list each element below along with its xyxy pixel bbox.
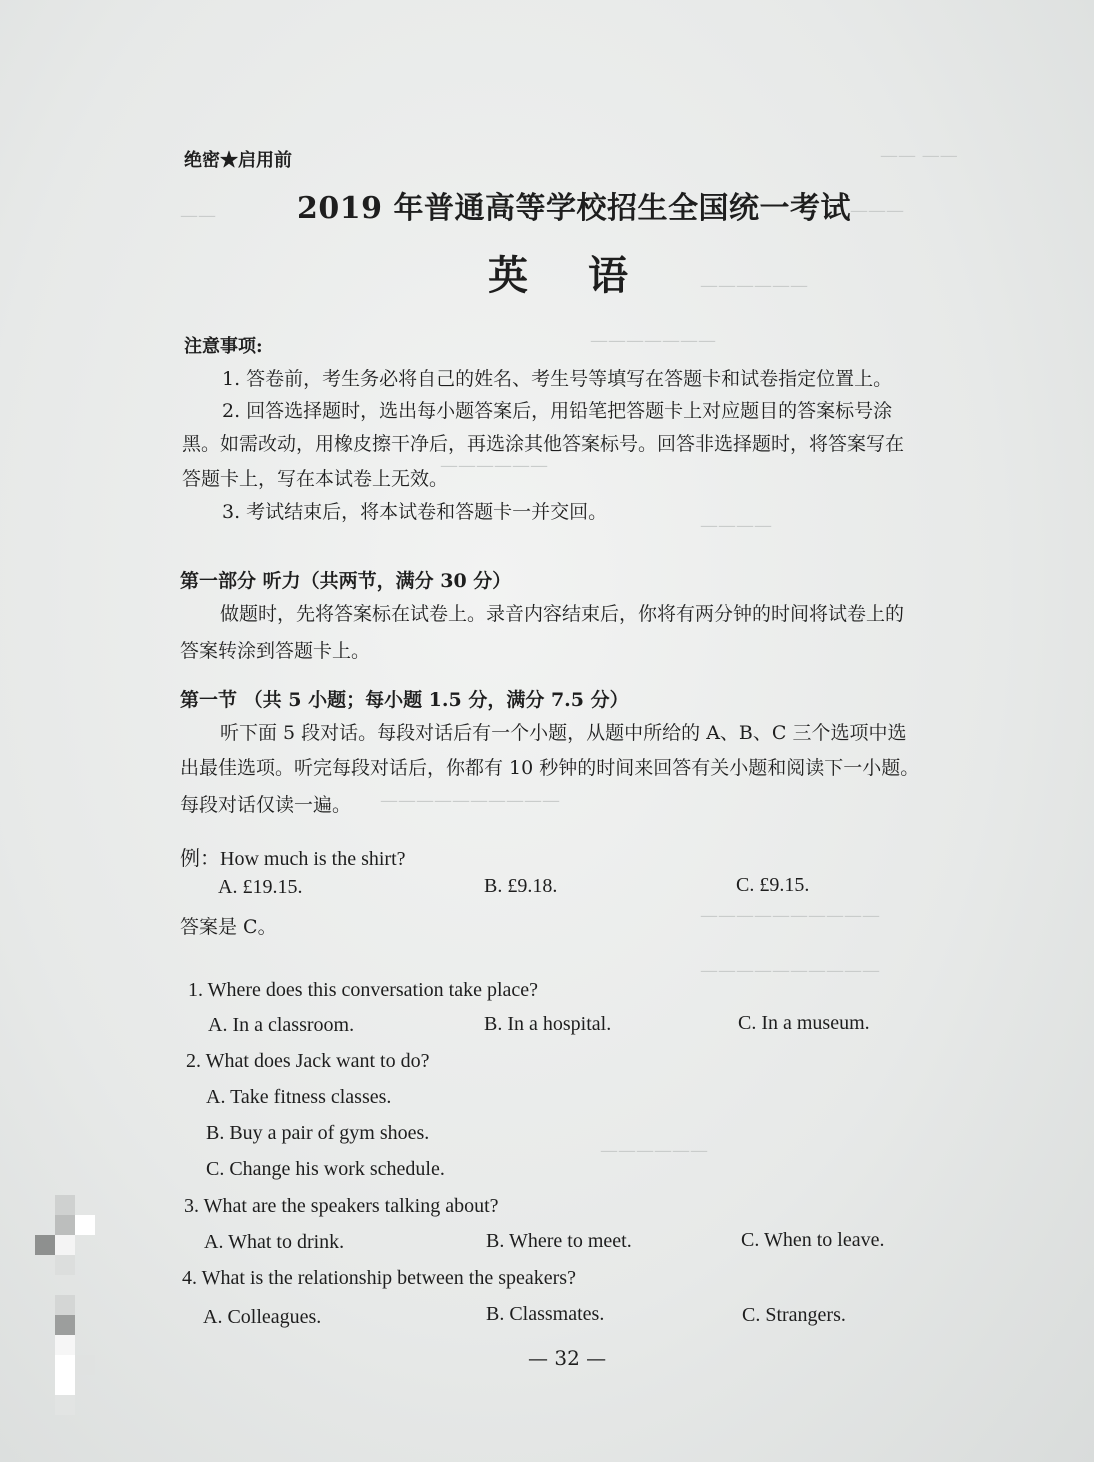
example-option-a: A. £19.15. [218, 876, 303, 898]
question-1-option-a: A. In a classroom. [208, 1014, 355, 1036]
part1-heading: 第一部分 听力（共两节，满分 30 分） [180, 570, 512, 592]
question-4-option-c: C. Strangers. [742, 1304, 846, 1326]
part1-instructions-cont: 答案转涂到答题卡上。 [180, 640, 371, 662]
question-1: 1. Where does this conversation take place? [188, 979, 539, 1001]
question-4-option-b: B. Classmates. [486, 1303, 605, 1325]
subject-title: 英语 [488, 252, 688, 299]
bleed-through-mark: —————— [700, 275, 808, 296]
question-4-option-a: A. Colleagues. [203, 1306, 322, 1328]
section1-instructions: 听下面 5 段对话。每段对话后有一个小题，从题中所给的 A、B、C 三个选项中选 [220, 722, 907, 744]
page-number: — 32 — [528, 1346, 607, 1370]
question-3: 3. What are the speakers talking about? [184, 1195, 499, 1217]
question-2-option-b: B. Buy a pair of gym shoes. [206, 1122, 430, 1144]
notice-item-1: 1. 答卷前，考生务必将自己的姓名、考生号等填写在答题卡和试卷指定位置上。 [222, 368, 893, 390]
notice-heading: 注意事项: [184, 336, 263, 357]
question-1-option-c: C. In a museum. [738, 1012, 870, 1034]
notice-item-2: 2. 回答选择题时，选出每小题答案后，用铅笔把答题卡上对应题目的答案标号涂 [222, 400, 893, 422]
question-4: 4. What is the relationship between the speakers? [182, 1267, 576, 1289]
question-2: 2. What does Jack want to do? [186, 1050, 430, 1072]
section1-instructions-cont: 出最佳选项。听完每段对话后，你都有 10 秒钟的时间来回答有关小题和阅读下一小题。 [180, 757, 920, 779]
exam-title: 2019 年普通高等学校招生全国统一考试 [297, 191, 851, 226]
example-option-b: B. £9.18. [484, 875, 558, 897]
bleed-through-mark: —————— [600, 1140, 708, 1161]
bleed-through-mark: —————————— [700, 905, 880, 926]
question-3-option-b: B. Where to meet. [486, 1230, 632, 1252]
bleed-through-mark: ———— [700, 515, 772, 536]
confidential-label: 绝密★启用前 [184, 150, 292, 171]
bleed-through-mark: —————— [440, 455, 548, 476]
bleed-through-mark: —————————— [380, 790, 560, 811]
bleed-through-mark: —————————— [700, 960, 880, 981]
example-option-c: C. £9.15. [736, 874, 810, 896]
notice-item-2-cont: 黑。如需改动，用橡皮擦干净后，再选涂其他答案标号。回答非选择题时，将答案写在 [182, 433, 905, 455]
question-2-option-c: C. Change his work schedule. [206, 1158, 445, 1180]
question-2-option-a: A. Take fitness classes. [206, 1086, 392, 1108]
bleed-through-mark: —— —— [880, 145, 958, 166]
question-3-option-a: A. What to drink. [204, 1231, 345, 1253]
section1-instructions-cont: 每段对话仅读一遍。 [180, 794, 352, 816]
bleed-through-mark: ——— [850, 200, 904, 221]
section1-heading: 第一节 （共 5 小题；每小题 1.5 分，满分 7.5 分） [180, 689, 629, 711]
question-1-option-b: B. In a hospital. [484, 1013, 612, 1035]
question-3-option-c: C. When to leave. [741, 1229, 885, 1251]
example-answer: 答案是 C。 [180, 916, 277, 938]
notice-item-3: 3. 考试结束后，将本试卷和答题卡一并交回。 [222, 501, 608, 523]
part1-instructions: 做题时，先将答案标在试卷上。录音内容结束后，你将有两分钟的时间将试卷上的 [220, 603, 905, 625]
bleed-through-mark: —— [180, 205, 216, 226]
example-question: 例：How much is the shirt? [180, 848, 406, 870]
bleed-through-mark: ——————— [590, 330, 716, 351]
notice-item-2-cont: 答题卡上，写在本试卷上无效。 [182, 468, 449, 490]
